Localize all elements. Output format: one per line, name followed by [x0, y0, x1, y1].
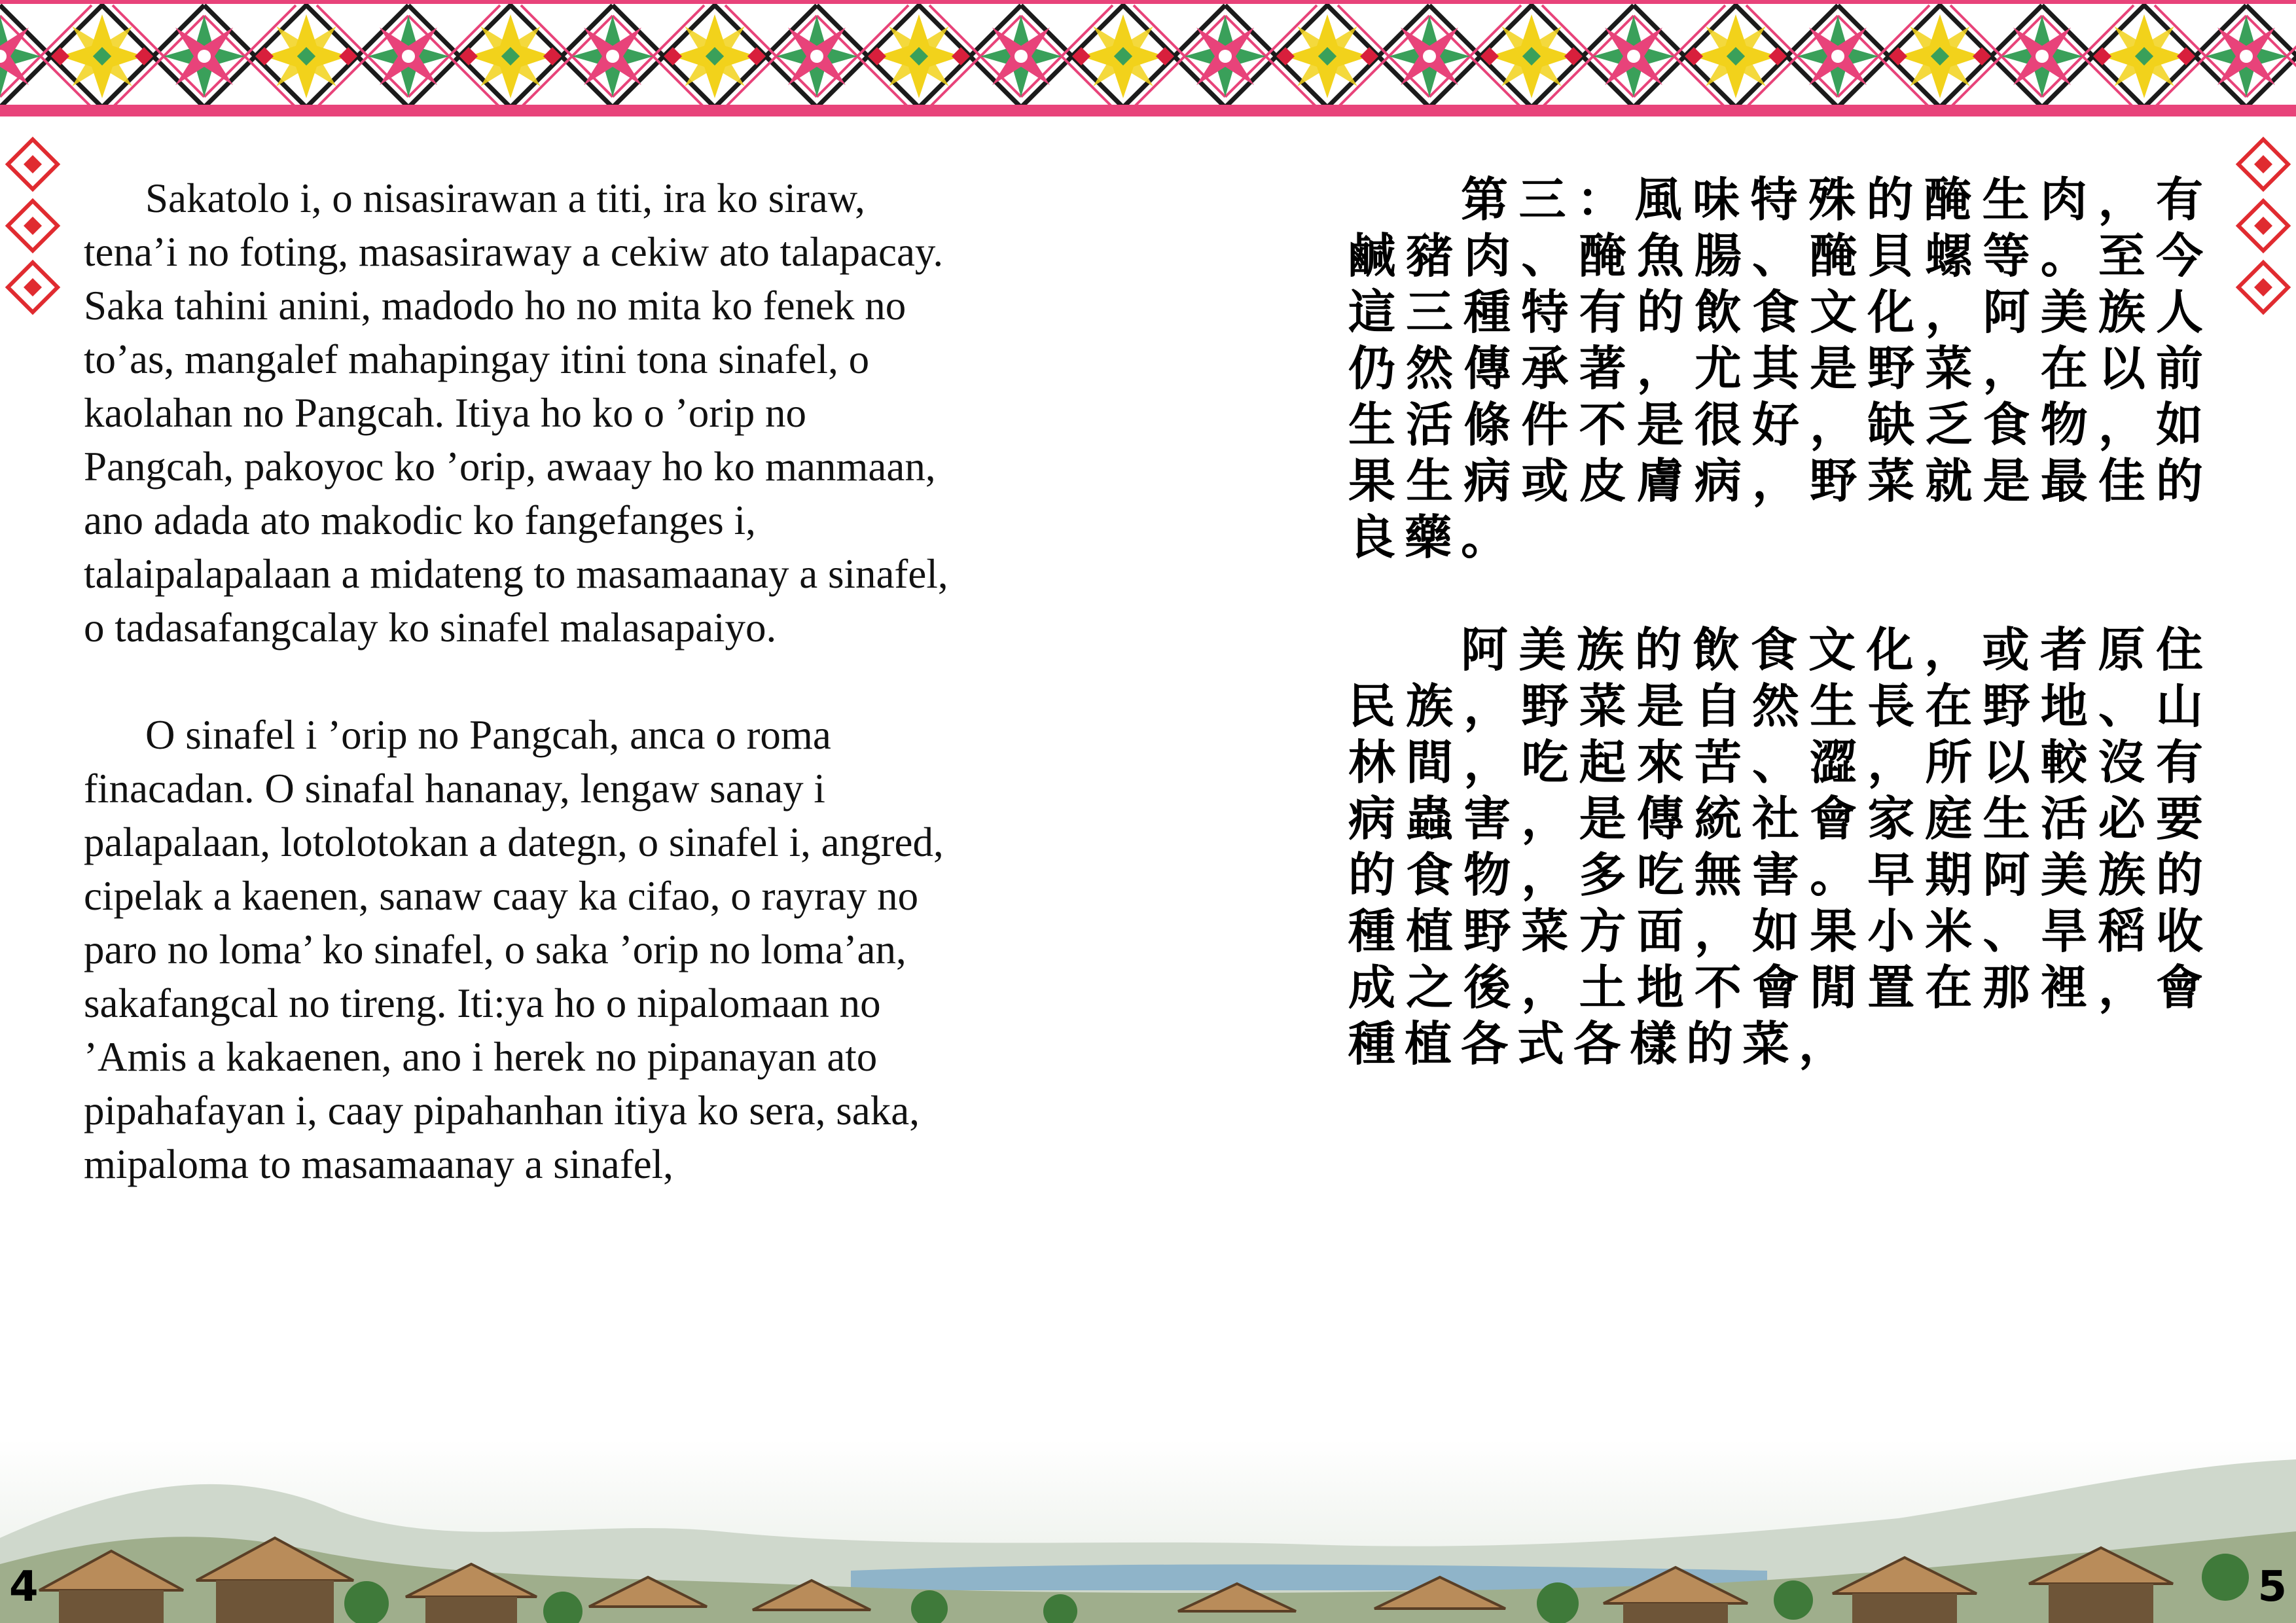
village-landscape-illustration [0, 1440, 2296, 1623]
chinese-text-column [1348, 171, 2212, 1128]
red-diamond-ornament-right [2231, 128, 2296, 317]
amis-paragraph-2: O sinafel i ’orip no Pangcah, anca o roma finacadan. O sinafal hananay, lengaw sanay i palapalaan, lotolotokan a dategn, o sinafel i, angred, cipelak a kaenen, sanaw caay ka cifao, o rayray no paro no loma’ ko sinafel, o saka ’orip no loma’an, sakafangcal no tireng. Iti:ya ho o nipalomaan no ’Amis a kakaenen, ano i herek no pipanayan ato pipahafayan i, caay pipahanhan itiya ko sera, saka, mipaloma to masamaanay a sinafel, [84, 712, 944, 1187]
woven-border-top [0, 0, 2296, 121]
page-number-left: 4 [9, 1563, 39, 1611]
amis-paragraph-1: Sakatolo i, o nisasirawan a titi, ira ko siraw, tena’i no foting, masasiraway a cekiw ato talapacay. Saka tahini anini, madodo ho no mita ko fenek no to’as, mangalef mahapingay itini tona sinafel, o kaolahan no Pangcah. Itiya ho ko o ’orip no Pangcah, pakoyoc ko ’orip, awaay ho ko manmaan, ano adada ato makodic ko fangefanges i, talaipalapalaan a midateng to masamaanay a sinafel, o tadasafangcalay ko sinafel malasapaiyo. [84, 175, 948, 651]
chinese-paragraph-1: 第三：風味特殊的醃生肉，有鹹豬肉、醃魚腸、醃貝螺等。至今這三種特有的飲食文化，阿美族人仍然傳承著，尤其是野菜，在以前生活條件不是很好，缺乏食物，如果生病或皮膚病，野菜就是最佳的良藥。 [1348, 171, 2212, 565]
page-number-right: 5 [2257, 1563, 2287, 1611]
red-diamond-ornament-left [0, 128, 65, 317]
amis-text-column [84, 171, 954, 1245]
chinese-paragraph-2: 阿美族的飲食文化，或者原住民族，野菜是自然生長在野地、山林間，吃起來苦、澀，所以較沒有病蟲害，是傳統社會家庭生活必要的食物，多吃無害。早期阿美族的種植野菜方面，如果小米、旱稻收成之後，土地不會閒置在那裡，會種植各式各樣的菜， [1348, 622, 2212, 1071]
